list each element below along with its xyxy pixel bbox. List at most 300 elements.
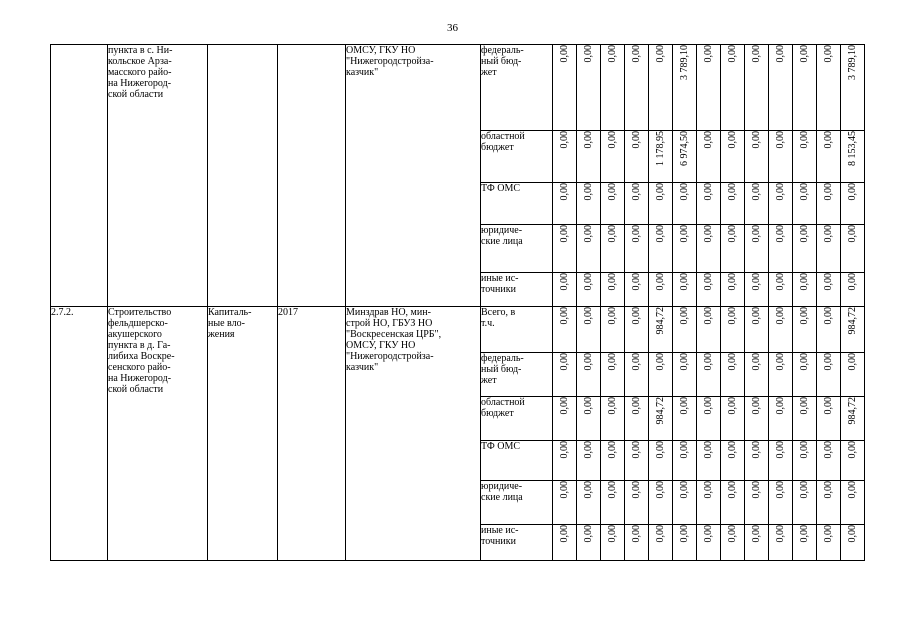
value-cell [673, 45, 697, 131]
value-text: 8 153,45 [846, 131, 858, 166]
value-cell [697, 183, 721, 225]
value-text: 0,00 [702, 273, 714, 291]
value-cell [721, 353, 745, 397]
value-text: 0,00 [630, 183, 642, 201]
value-cell [721, 273, 745, 307]
value-cell [769, 397, 793, 441]
value-text: 0,00 [798, 45, 810, 63]
value-text: 0,00 [654, 273, 666, 291]
funding-source: иные ис- точники [481, 273, 553, 307]
value-cell [793, 183, 817, 225]
value-cell [793, 353, 817, 397]
value-text: 0,00 [726, 481, 738, 499]
value-cell [817, 307, 841, 353]
value-cell [649, 353, 673, 397]
row-number: 2.7.2. [51, 307, 108, 561]
value-text: 3 789,10 [678, 45, 690, 80]
value-text: 0,00 [822, 183, 834, 201]
value-cell [601, 45, 625, 131]
value-cell [697, 397, 721, 441]
funding-source: областной бюджет [481, 397, 553, 441]
value-text: 0,00 [630, 481, 642, 499]
value-cell [577, 45, 601, 131]
value-text: 0,00 [798, 481, 810, 499]
value-text: 0,00 [702, 397, 714, 415]
value-text: 0,00 [798, 225, 810, 243]
value-cell [769, 225, 793, 273]
value-cell [793, 225, 817, 273]
value-cell [841, 397, 865, 441]
value-cell [625, 45, 649, 131]
value-cell [625, 525, 649, 561]
value-text: 0,00 [558, 481, 570, 499]
value-cell [697, 441, 721, 481]
value-text: 0,00 [558, 131, 570, 149]
value-cell [841, 441, 865, 481]
value-text: 0,00 [630, 307, 642, 325]
value-cell [817, 397, 841, 441]
value-cell [721, 183, 745, 225]
value-text: 0,00 [678, 441, 690, 459]
value-cell [577, 397, 601, 441]
value-text: 0,00 [750, 481, 762, 499]
value-text: 0,00 [606, 441, 618, 459]
value-text: 0,00 [822, 131, 834, 149]
value-text: 0,00 [774, 225, 786, 243]
value-cell [577, 353, 601, 397]
value-cell [601, 441, 625, 481]
value-text: 984,72 [654, 307, 666, 335]
value-cell [793, 525, 817, 561]
value-text: 0,00 [798, 273, 810, 291]
value-text: 0,00 [558, 45, 570, 63]
value-text: 0,00 [606, 481, 618, 499]
table-row [51, 307, 865, 353]
value-cell [601, 397, 625, 441]
value-cell [793, 481, 817, 525]
value-cell [697, 307, 721, 353]
value-text: 0,00 [654, 441, 666, 459]
value-text: 0,00 [702, 307, 714, 325]
value-cell [649, 397, 673, 441]
value-text: 0,00 [798, 183, 810, 201]
row-number-cell [51, 45, 108, 307]
value-cell [601, 481, 625, 525]
value-cell [697, 481, 721, 525]
value-cell [817, 525, 841, 561]
value-text: 984,72 [846, 307, 858, 335]
value-text: 0,00 [750, 525, 762, 543]
value-cell [625, 397, 649, 441]
value-cell [601, 131, 625, 183]
value-cell [649, 307, 673, 353]
value-cell [745, 45, 769, 131]
value-cell [601, 525, 625, 561]
value-cell [721, 525, 745, 561]
value-text: 0,00 [726, 183, 738, 201]
value-text: 0,00 [582, 481, 594, 499]
value-text: 0,00 [702, 183, 714, 201]
value-cell [817, 441, 841, 481]
value-text: 0,00 [702, 45, 714, 63]
value-text: 0,00 [726, 131, 738, 149]
value-cell [625, 183, 649, 225]
value-cell [817, 225, 841, 273]
value-text: 0,00 [606, 353, 618, 371]
funding-source: юридиче- ские лица [481, 481, 553, 525]
value-text: 0,00 [606, 131, 618, 149]
value-cell [649, 45, 673, 131]
value-text: 0,00 [654, 183, 666, 201]
measure-name: пункта в с. Ни- кольское Арза- масского райо- на Нижегород- ской области [108, 45, 208, 307]
funding-source: ТФ ОМС [481, 183, 553, 225]
value-text: 0,00 [726, 525, 738, 543]
value-cell [817, 273, 841, 307]
value-text: 0,00 [774, 183, 786, 201]
value-text: 0,00 [558, 525, 570, 543]
value-text: 0,00 [678, 353, 690, 371]
value-text: 0,00 [798, 131, 810, 149]
value-text: 0,00 [630, 45, 642, 63]
value-cell [673, 131, 697, 183]
value-cell [553, 481, 577, 525]
value-text: 0,00 [822, 307, 834, 325]
value-cell [721, 481, 745, 525]
value-cell [649, 525, 673, 561]
value-cell [673, 183, 697, 225]
value-cell [841, 45, 865, 131]
value-text: 0,00 [606, 183, 618, 201]
value-cell [721, 131, 745, 183]
value-text: 0,00 [750, 183, 762, 201]
value-cell [601, 307, 625, 353]
value-text: 0,00 [726, 225, 738, 243]
value-text: 0,00 [702, 353, 714, 371]
value-text: 0,00 [558, 273, 570, 291]
value-cell [553, 45, 577, 131]
value-cell [841, 307, 865, 353]
value-text: 984,72 [654, 397, 666, 425]
value-text: 984,72 [846, 397, 858, 425]
value-cell [841, 353, 865, 397]
value-cell [577, 525, 601, 561]
value-cell [817, 183, 841, 225]
budget-table [50, 44, 865, 561]
value-text: 0,00 [678, 481, 690, 499]
value-cell [649, 131, 673, 183]
value-cell [793, 273, 817, 307]
value-text: 0,00 [582, 183, 594, 201]
funding-source: федераль- ный бюд- жет [481, 353, 553, 397]
value-cell [577, 307, 601, 353]
value-text: 0,00 [750, 307, 762, 325]
value-text: 0,00 [606, 45, 618, 63]
value-cell [769, 45, 793, 131]
value-cell [697, 225, 721, 273]
value-cell [649, 183, 673, 225]
year: 2017 [278, 307, 346, 561]
value-text: 0,00 [846, 525, 858, 543]
value-text: 0,00 [702, 131, 714, 149]
value-text: 0,00 [558, 307, 570, 325]
value-text: 0,00 [774, 481, 786, 499]
value-text: 0,00 [774, 397, 786, 415]
value-text: 0,00 [750, 441, 762, 459]
value-cell [745, 307, 769, 353]
executor: Минздрав НО, мин- строй НО, ГБУЗ НО "Воскресенская ЦРБ", ОМСУ, ГКУ НО "Нижегородстройза- казчик" [346, 307, 481, 561]
value-cell [745, 397, 769, 441]
value-text: 0,00 [630, 397, 642, 415]
value-text: 0,00 [678, 225, 690, 243]
value-text: 0,00 [846, 481, 858, 499]
value-text: 0,00 [774, 353, 786, 371]
value-text: 0,00 [798, 525, 810, 543]
value-text: 0,00 [582, 131, 594, 149]
value-cell [697, 131, 721, 183]
value-text: 0,00 [846, 225, 858, 243]
value-text: 1 178,95 [654, 131, 666, 166]
value-text: 0,00 [558, 397, 570, 415]
value-text: 0,00 [558, 353, 570, 371]
measure-type-cell [208, 45, 278, 307]
value-text: 0,00 [630, 225, 642, 243]
value-cell [553, 441, 577, 481]
value-cell [577, 131, 601, 183]
value-text: 0,00 [726, 397, 738, 415]
value-cell [577, 183, 601, 225]
value-text: 0,00 [654, 525, 666, 543]
value-text: 0,00 [822, 525, 834, 543]
value-text: 0,00 [798, 307, 810, 325]
value-text: 0,00 [750, 273, 762, 291]
value-text: 0,00 [630, 353, 642, 371]
value-text: 0,00 [630, 273, 642, 291]
value-cell [817, 45, 841, 131]
value-text: 0,00 [582, 45, 594, 63]
value-text: 0,00 [726, 45, 738, 63]
value-text: 0,00 [822, 441, 834, 459]
value-cell [601, 273, 625, 307]
value-cell [577, 481, 601, 525]
value-cell [553, 307, 577, 353]
value-text: 0,00 [582, 307, 594, 325]
funding-source: Всего, в т.ч. [481, 307, 553, 353]
value-text: 0,00 [774, 441, 786, 459]
value-text: 0,00 [702, 481, 714, 499]
value-text: 0,00 [678, 273, 690, 291]
value-cell [577, 225, 601, 273]
value-text: 0,00 [558, 441, 570, 459]
value-cell [553, 353, 577, 397]
value-text: 0,00 [750, 225, 762, 243]
value-cell [769, 273, 793, 307]
value-cell [817, 353, 841, 397]
value-text: 0,00 [726, 441, 738, 459]
value-cell [841, 481, 865, 525]
value-text: 0,00 [822, 397, 834, 415]
value-text: 0,00 [606, 525, 618, 543]
value-text: 0,00 [630, 131, 642, 149]
measure-type: Капиталь- ные вло- жения [208, 307, 278, 561]
value-cell [793, 441, 817, 481]
value-text: 0,00 [678, 525, 690, 543]
page-number: 36 [447, 22, 458, 34]
value-cell [841, 525, 865, 561]
value-cell [769, 307, 793, 353]
funding-source: областной бюджет [481, 131, 553, 183]
value-cell [553, 525, 577, 561]
value-cell [841, 225, 865, 273]
value-cell [769, 525, 793, 561]
value-cell [841, 183, 865, 225]
value-text: 0,00 [726, 307, 738, 325]
value-cell [769, 131, 793, 183]
value-cell [793, 45, 817, 131]
value-text: 0,00 [774, 525, 786, 543]
value-cell [697, 525, 721, 561]
value-cell [769, 353, 793, 397]
value-text: 0,00 [822, 273, 834, 291]
value-text: 0,00 [678, 183, 690, 201]
value-cell [577, 441, 601, 481]
value-cell [673, 353, 697, 397]
value-text: 0,00 [822, 353, 834, 371]
value-cell [649, 225, 673, 273]
value-cell [649, 481, 673, 525]
funding-source: юридиче- ские лица [481, 225, 553, 273]
value-text: 0,00 [846, 441, 858, 459]
value-text: 0,00 [702, 225, 714, 243]
funding-source: иные ис- точники [481, 525, 553, 561]
value-text: 0,00 [654, 225, 666, 243]
value-text: 0,00 [606, 225, 618, 243]
value-text: 0,00 [702, 441, 714, 459]
value-text: 0,00 [726, 353, 738, 371]
value-text: 0,00 [654, 353, 666, 371]
value-cell [577, 273, 601, 307]
value-text: 0,00 [798, 353, 810, 371]
value-cell [841, 131, 865, 183]
measure-name: Строительство фельдшерско- акушерского пункта в д. Га- либиха Воскре- сенского райо- на Нижегород- ской области [108, 307, 208, 561]
year-cell [278, 45, 346, 307]
value-text: 0,00 [558, 183, 570, 201]
value-cell [553, 131, 577, 183]
value-text: 0,00 [630, 441, 642, 459]
value-cell [625, 307, 649, 353]
value-text: 0,00 [606, 273, 618, 291]
value-cell [697, 45, 721, 131]
value-text: 0,00 [846, 273, 858, 291]
table-row [51, 45, 865, 131]
value-cell [769, 441, 793, 481]
value-text: 0,00 [822, 225, 834, 243]
value-cell [721, 45, 745, 131]
value-text: 0,00 [774, 273, 786, 291]
value-cell [601, 353, 625, 397]
value-cell [673, 225, 697, 273]
value-text: 0,00 [582, 273, 594, 291]
value-cell [673, 525, 697, 561]
value-text: 0,00 [750, 131, 762, 149]
value-cell [673, 273, 697, 307]
value-cell [745, 273, 769, 307]
value-text: 0,00 [702, 525, 714, 543]
funding-source: федераль- ный бюд- жет [481, 45, 553, 131]
value-cell [745, 481, 769, 525]
value-cell [721, 441, 745, 481]
value-cell [673, 441, 697, 481]
value-text: 0,00 [654, 45, 666, 63]
funding-source: ТФ ОМС [481, 441, 553, 481]
value-text: 0,00 [822, 481, 834, 499]
value-text: 6 974,50 [678, 131, 690, 166]
value-text: 0,00 [846, 183, 858, 201]
value-text: 0,00 [678, 397, 690, 415]
value-cell [601, 225, 625, 273]
value-text: 0,00 [558, 225, 570, 243]
value-cell [745, 131, 769, 183]
value-cell [553, 273, 577, 307]
value-cell [625, 131, 649, 183]
value-cell [649, 273, 673, 307]
value-cell [649, 441, 673, 481]
value-text: 0,00 [678, 307, 690, 325]
value-cell [673, 397, 697, 441]
value-cell [745, 353, 769, 397]
value-text: 0,00 [798, 441, 810, 459]
value-cell [769, 183, 793, 225]
executor: ОМСУ, ГКУ НО "Нижегородстройза- казчик" [346, 45, 481, 307]
value-text: 0,00 [750, 45, 762, 63]
value-cell [745, 525, 769, 561]
table-body [51, 45, 865, 561]
value-cell [553, 225, 577, 273]
value-cell [625, 353, 649, 397]
value-cell [721, 397, 745, 441]
value-cell [745, 225, 769, 273]
value-text: 3 789,10 [846, 45, 858, 80]
value-cell [817, 131, 841, 183]
value-cell [625, 225, 649, 273]
value-cell [769, 481, 793, 525]
value-cell [673, 307, 697, 353]
value-cell [721, 307, 745, 353]
value-cell [793, 131, 817, 183]
value-text: 0,00 [582, 397, 594, 415]
value-text: 0,00 [630, 525, 642, 543]
value-cell [793, 397, 817, 441]
value-text: 0,00 [582, 225, 594, 243]
value-text: 0,00 [774, 307, 786, 325]
value-cell [625, 481, 649, 525]
value-cell [793, 307, 817, 353]
value-cell [553, 397, 577, 441]
value-text: 0,00 [606, 397, 618, 415]
value-cell [625, 441, 649, 481]
value-text: 0,00 [774, 45, 786, 63]
value-text: 0,00 [582, 441, 594, 459]
value-text: 0,00 [582, 525, 594, 543]
value-text: 0,00 [798, 397, 810, 415]
value-text: 0,00 [750, 397, 762, 415]
value-text: 0,00 [582, 353, 594, 371]
value-cell [697, 353, 721, 397]
value-cell [721, 225, 745, 273]
value-text: 0,00 [654, 481, 666, 499]
value-text: 0,00 [726, 273, 738, 291]
value-cell [673, 481, 697, 525]
value-cell [625, 273, 649, 307]
